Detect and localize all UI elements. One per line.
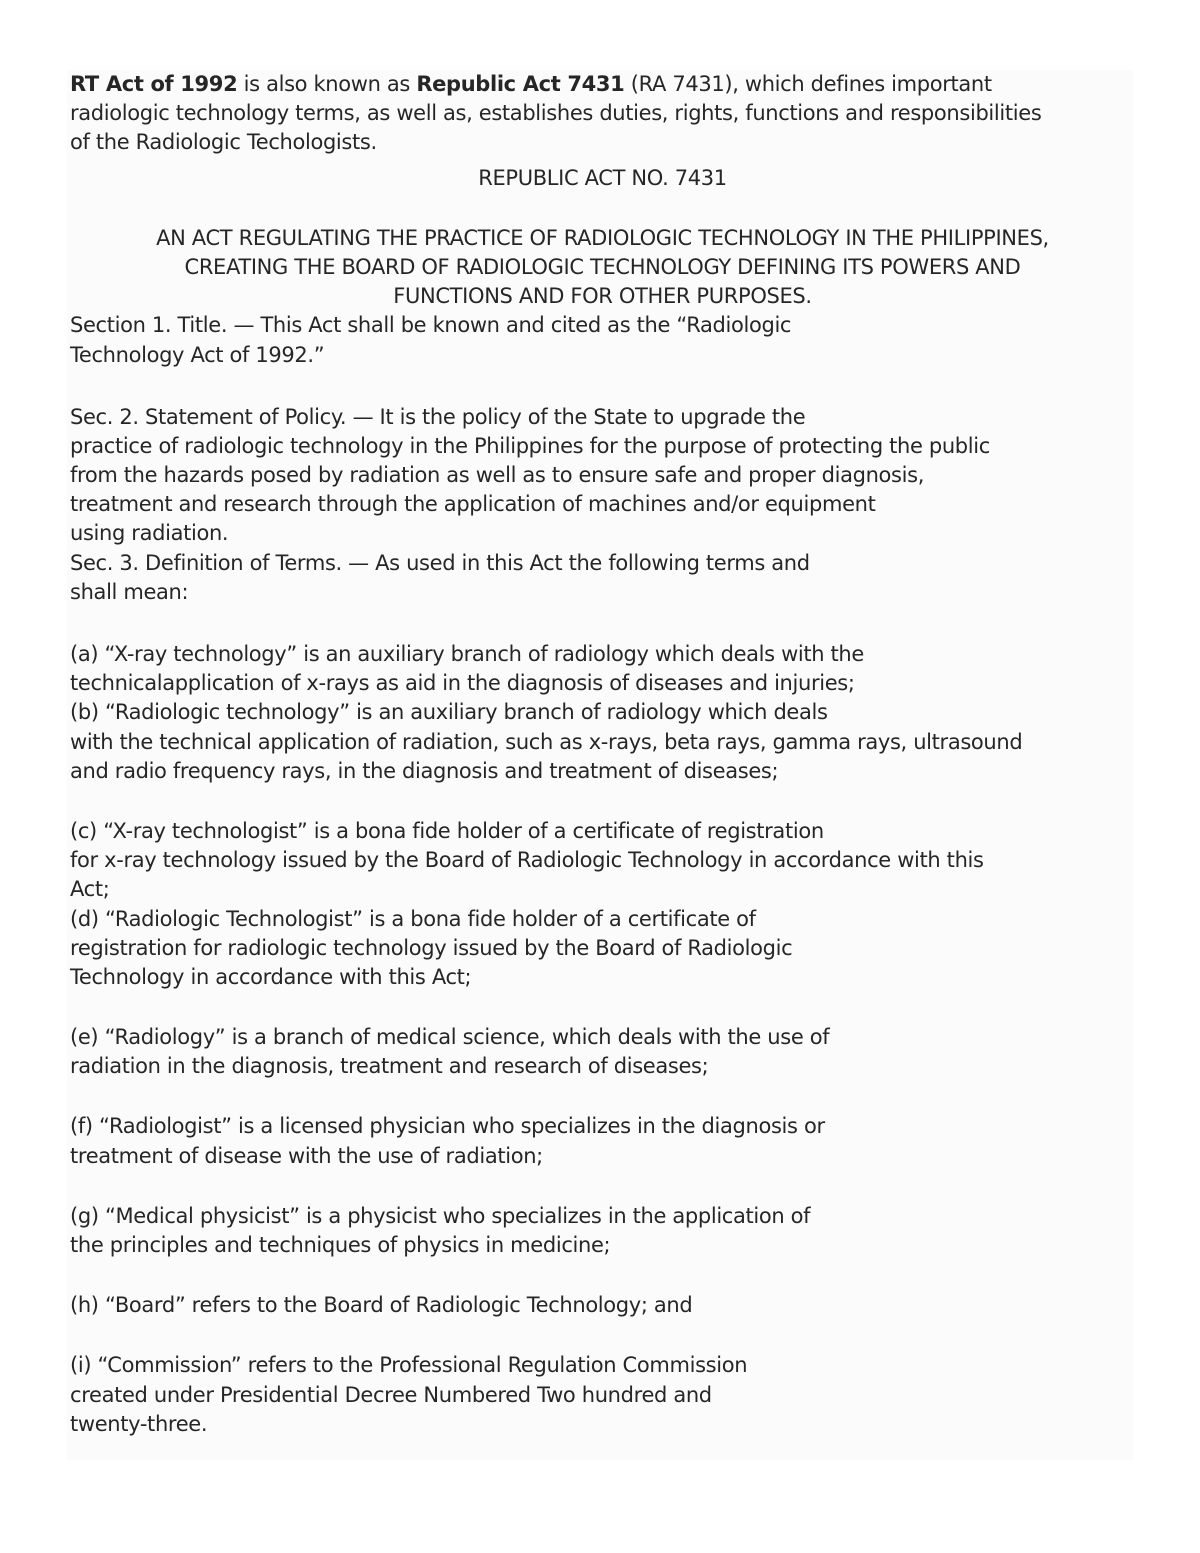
definition-line: for x-ray technology issued by the Board of Radiologic Technology in accordance with this bbox=[70, 848, 984, 873]
intro-line-3: of the Radiologic Techologists. bbox=[70, 130, 377, 155]
act-number-heading: REPUBLIC ACT NO. 7431 bbox=[478, 165, 727, 190]
definition-line: (g) “Medical physicist” is a physicist who specializes in the application of bbox=[70, 1203, 811, 1228]
definition-line: technicalapplication of x-rays as aid in the diagnosis of diseases and injuries; bbox=[70, 671, 855, 696]
act-title-line: FUNCTIONS AND FOR OTHER PURPOSES. bbox=[393, 284, 812, 309]
definition-f bbox=[70, 1112, 1135, 1170]
section-1-line: Section 1. Title. — This Act shall be known and cited as the “Radiologic bbox=[70, 313, 792, 338]
intro-text-1: is also known as bbox=[237, 72, 417, 96]
definition-line: (b) “Radiologic technology” is an auxiliary branch of radiology which deals bbox=[70, 700, 828, 725]
section-1 bbox=[70, 311, 1135, 369]
section-2-line: treatment and research through the application of machines and/or equipment bbox=[70, 492, 876, 517]
definition-line: with the technical application of radiation, such as x-rays, beta rays, gamma rays, ultrasound bbox=[70, 729, 1023, 754]
definition-line: and radio frequency rays, in the diagnosis and treatment of diseases; bbox=[70, 758, 779, 783]
intro-text-2: (RA 7431), which defines important bbox=[624, 72, 992, 96]
definition-line: the principles and techniques of physics in medicine; bbox=[70, 1233, 611, 1257]
section-2-line: using radiation. bbox=[70, 521, 229, 546]
definition-line: (i) “Commission” refers to the Professional Regulation Commission bbox=[70, 1353, 748, 1378]
definition-line: (c) “X-ray technologist” is a bona fide holder of a certificate of registration bbox=[70, 818, 824, 843]
definition-line: Technology in accordance with this Act; bbox=[70, 964, 472, 989]
definition-line: registration for radiologic technology issued by the Board of Radiologic bbox=[70, 935, 793, 960]
definition-i bbox=[70, 1351, 1135, 1439]
act-title bbox=[70, 224, 1135, 312]
definition-line: (a) “X-ray technology” is an auxiliary branch of radiology which deals with the bbox=[70, 642, 864, 666]
definition-g bbox=[70, 1202, 1135, 1260]
section-3-line: Sec. 3. Definition of Terms. — As used in this Act the following terms and bbox=[70, 550, 810, 575]
definition-line: created under Presidential Decree Numbered Two hundred and bbox=[70, 1382, 712, 1407]
definitions-a-b bbox=[70, 640, 1135, 786]
definition-line: (d) “Radiologic Technologist” is a bona fide holder of a certificate of bbox=[70, 906, 756, 931]
definition-line: (e) “Radiology” is a branch of medical science, which deals with the use of bbox=[70, 1025, 830, 1050]
definition-line: Act; bbox=[70, 877, 110, 902]
intro-bold-rt-act: RT Act of 1992 bbox=[70, 72, 238, 96]
section-3-line: shall mean: bbox=[70, 579, 189, 604]
act-title-line: AN ACT REGULATING THE PRACTICE OF RADIOLOGIC TECHNOLOGY IN THE PHILIPPINES, bbox=[156, 225, 1049, 250]
definition-line: (f) “Radiologist” is a licensed physician who specializes in the diagnosis or bbox=[70, 1114, 825, 1139]
section-2 bbox=[70, 403, 1135, 549]
act-title-line: CREATING THE BOARD OF RADIOLOGIC TECHNOLOGY DEFINING ITS POWERS AND bbox=[184, 254, 1021, 279]
definition-line: twenty-three. bbox=[70, 1411, 208, 1436]
definition-line: radiation in the diagnosis, treatment and research of diseases; bbox=[70, 1054, 709, 1079]
intro-line-2: radiologic technology terms, as well as, establishes duties, rights, functions and responsibilities bbox=[70, 101, 1042, 126]
intro-bold-republic-act: Republic Act 7431 bbox=[416, 72, 625, 96]
section-2-line: Sec. 2. Statement of Policy. — It is the policy of the State to upgrade the bbox=[70, 404, 806, 429]
section-1-line: Technology Act of 1992.” bbox=[70, 342, 325, 367]
section-2-line: practice of radiologic technology in the Philippines for the purpose of protecting the public bbox=[70, 433, 990, 458]
definition-e bbox=[70, 1023, 1135, 1081]
definition-line: treatment of disease with the use of radiation; bbox=[70, 1143, 543, 1168]
section-3 bbox=[70, 549, 1135, 607]
definitions-c-d bbox=[70, 817, 1135, 992]
definition-h bbox=[70, 1291, 1135, 1320]
document-text bbox=[70, 70, 1135, 1439]
intro-line-1 bbox=[70, 70, 1135, 99]
section-2-line: from the hazards posed by radiation as well as to ensure safe and proper diagnosis, bbox=[70, 463, 925, 488]
definition-line: (h) “Board” refers to the Board of Radiologic Technology; and bbox=[70, 1293, 693, 1318]
